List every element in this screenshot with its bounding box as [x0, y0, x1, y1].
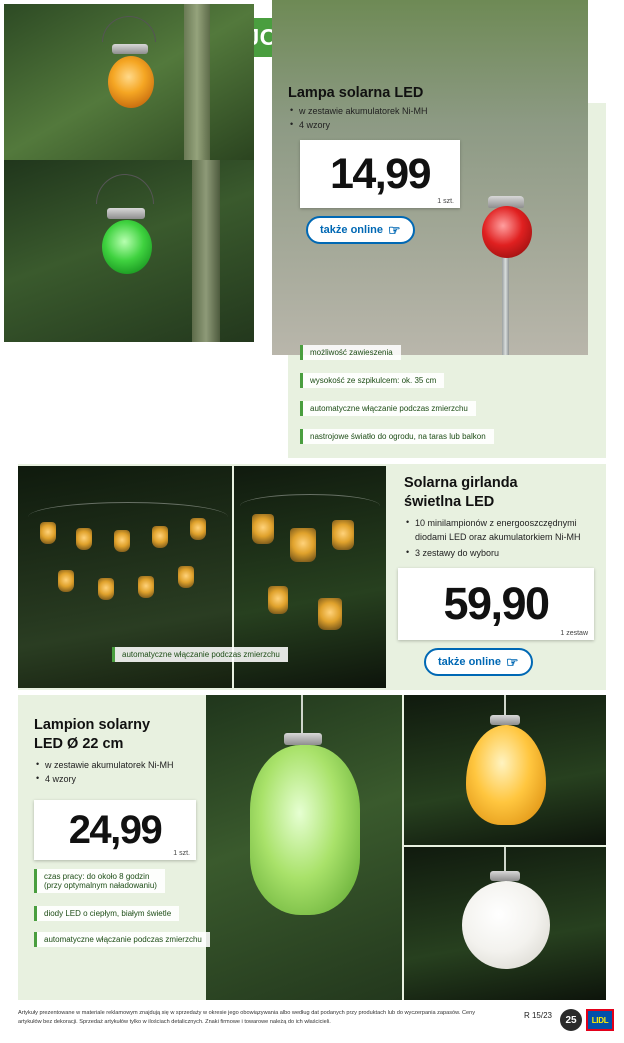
bullet: • 10 minilampionów z energooszczędnymi diodami LED oraz akumulatorkiem Ni-MH [406, 517, 586, 545]
feature-lampion-1-line2: (przy optymalnym naładowaniu) [44, 881, 157, 890]
product-photo-white-lampion [404, 847, 606, 1000]
product-bullets-lampion [36, 758, 174, 787]
pointing-hand-icon: ☞ [505, 654, 519, 670]
online-badge-label: także online [438, 656, 501, 668]
product-title-garland-line1: Solarna girlanda [404, 475, 518, 491]
price-box-lamp [300, 140, 460, 208]
feature-lamp-2: wysokość ze szpikulcem: ok. 35 cm [300, 373, 444, 388]
feature-lampion-1-line1: czas pracy: do około 8 godzin [44, 872, 150, 881]
product-title-garland-line2: świetlna LED [404, 493, 495, 510]
lidl-logo: LIDL [586, 1009, 614, 1031]
product-bullets-lamp [290, 105, 428, 133]
product-title-garland [404, 474, 518, 512]
bullet: • 4 wzory [36, 772, 174, 786]
price-value-garland: 59,90 [443, 578, 549, 629]
bullet: • 3 zestawy do wyboru [406, 547, 586, 561]
product-bullets-garland [406, 517, 586, 563]
feature-lamp-3: automatyczne włączanie podczas zmierzchu [300, 401, 476, 416]
price-box-lampion [34, 800, 196, 860]
product-title-lamp: Lampa solarna LED [288, 85, 424, 101]
feature-lampion-3: automatyczne włączanie podczas zmierzchu [34, 932, 210, 947]
product-title-lampion [34, 716, 150, 754]
product-title-lampion-line1: Lampion solarny [34, 717, 151, 733]
price-unit-garland: 1 zestaw [560, 630, 588, 637]
page-number: 25 [560, 1009, 582, 1031]
pointing-hand-icon: ☞ [387, 222, 401, 238]
issue-code: R 15/23 [523, 1011, 552, 1020]
price-value-lampion: 24,99 [68, 808, 162, 852]
product-photo-green-lampion [206, 695, 402, 1000]
price-box-garland [398, 568, 594, 640]
bullet: • w zestawie akumulatorek Ni-MH [290, 105, 428, 119]
feature-lampion-1 [34, 869, 165, 893]
bullet: • w zestawie akumulatorek Ni-MH [36, 758, 174, 772]
online-badge-garland[interactable] [424, 648, 533, 676]
bullet: • 4 wzory [290, 119, 428, 133]
feature-lamp-1: możliwość zawieszenia [300, 345, 401, 360]
online-badge-label: także online [320, 224, 383, 236]
product-photo-yellow-lampion [404, 695, 606, 845]
page-footer [0, 1001, 624, 1043]
price-value-lamp: 14,99 [329, 150, 431, 198]
product-photo-orange-lamp [4, 4, 254, 162]
feature-lampion-2: diody LED o ciepłym, białym świetle [34, 906, 179, 921]
online-badge-lamp[interactable] [306, 216, 415, 244]
price-unit-lampion: 1 szt. [173, 850, 190, 857]
price-unit-lamp: 1 szt. [437, 198, 454, 205]
product-photo-green-lamp [4, 160, 254, 342]
feature-lamp-4: nastrojowe światło do ogrodu, na taras lub balkon [300, 429, 494, 444]
legal-disclaimer: Artykuły prezentowane w materiale reklamowym znajdują się w sprzedaży w okresie jego obowiązywania albo według dat podanych przy produktach lub do wyczerpania zapasów. Ceny artykułów bez dekoracji. Sprzedaż artykułów tylko w ilościach detalicznych. Znaki firmowe i towarowe należą do ich właścicieli. [18, 1010, 476, 1025]
product-title-lampion-line2: LED Ø 22 cm [34, 735, 124, 752]
feature-garland-1: automatyczne włączanie podczas zmierzchu [112, 647, 288, 662]
